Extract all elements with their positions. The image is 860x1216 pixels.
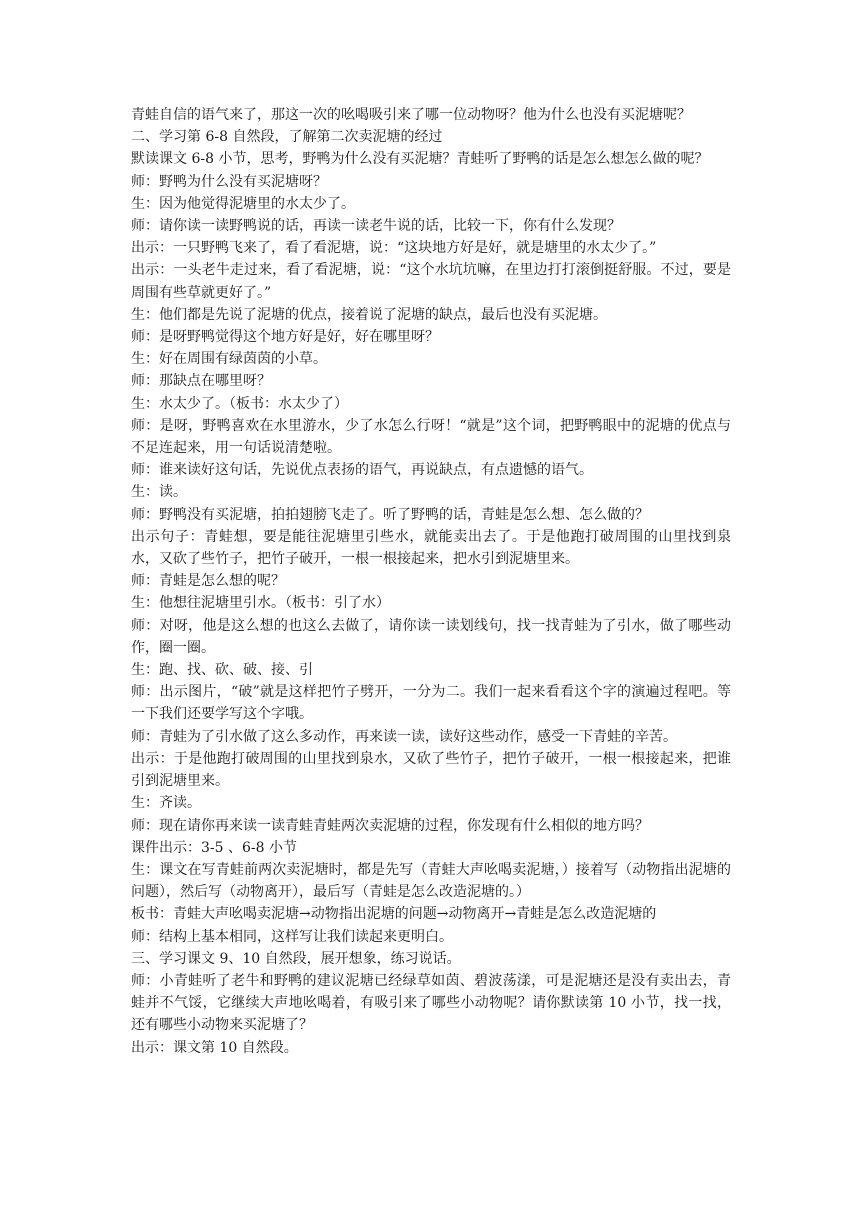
paragraph-teacher: 师：现在请你再来读一读青蛙青蛙两次卖泥塘的过程，你发现有什么相似的地方吗？ [131, 817, 649, 834]
paragraph-student: 生：他想往泥塘里引水。（板书：引了水） [131, 595, 390, 612]
paragraph-teacher: 师：野鸭没有买泥塘，拍拍翅膀飞走了。听了野鸭的话，青蛙是怎么想、怎么做的？ [131, 506, 649, 523]
paragraph-student: 生：因为他觉得泥塘里的水太少了。 [131, 195, 355, 212]
paragraph-display-sentence: 出示句子：青蛙想，要是能往泥塘里引些水，就能卖出去了。于是他跑打破周围的山里找到泉水，又砍了些竹子，把竹子破开，一根一根接起来，把水引到泥塘里来。 [131, 528, 731, 568]
paragraph-teacher: 师：那缺点在哪里呀？ [131, 373, 271, 390]
paragraph-teacher: 师：请你读一读野鸭说的话，再读一读老牛说的话，比较一下，你有什么发现？ [131, 218, 621, 235]
paragraph-teacher: 师：谁来读好这句话，先说优点表扬的语气，再说缺点，有点遗憾的语气。 [131, 462, 593, 479]
paragraph-student: 生：水太少了。（板书：水太少了） [131, 395, 348, 412]
section-heading-3: 三、学习课文 9、10 自然段，展开想象，练习说话。 [131, 950, 461, 967]
paragraph-student: 生：他们都是先说了泥塘的优点，接着说了泥塘的缺点，最后也没有买泥塘。 [131, 306, 607, 323]
paragraph-student: 生：课文在写青蛙前两次卖泥塘时，都是先写（青蛙大声吆喝卖泥塘，）接着写（动物指出泥塘的问题），然后写（动物离开），最后写（青蛙是怎么改造泥塘的。） [131, 861, 731, 901]
paragraph-blackboard: 板书：青蛙大声吆喝卖泥塘→动物指出泥塘的问题→动物离开→青蛙是怎么改造泥塘的 [131, 906, 657, 923]
paragraph-courseware: 课件出示：3-5 、6-8 小节 [131, 839, 297, 856]
paragraph-teacher: 师：是呀野鸭觉得这个地方好是好，好在哪里呀？ [131, 329, 439, 346]
paragraph-teacher: 师：青蛙是怎么想的呢？ [131, 573, 285, 590]
paragraph-teacher: 师：结构上基本相同，这样写让我们读起来更明白。 [131, 928, 453, 945]
paragraph-display: 出示：于是他跑打破周围的山里找到泉水，又砍了些竹子，把竹子破开，一根一根接起来，把谁引到泥塘里来。 [131, 750, 731, 790]
paragraph-task: 默读课文 6-8 小节，思考，野鸭为什么没有买泥塘？青蛙听了野鸭的话是怎么想怎么做的呢？ [131, 151, 709, 168]
paragraph-student: 生：齐读。 [131, 795, 201, 812]
paragraph-display: 出示：一只野鸭飞来了，看了看泥塘，说：“这块地方好是好，就是塘里的水太少了。” [131, 240, 657, 257]
paragraph-intro-question: 青蛙自信的语气来了，那这一次的吆喝吸引来了哪一位动物呀？他为什么也没有买泥塘呢？ [131, 107, 691, 123]
paragraph-teacher: 师：出示图片，“破”就是这样把竹子劈开，一分为二。我们一起来看看这个字的演遍过程吧。等一下我们还要学写这个字哦。 [131, 684, 731, 723]
paragraph-display: 出示：课文第 10 自然段。 [131, 1039, 298, 1056]
paragraph-student: 生：好在周围有绿茵茵的小草。 [131, 351, 327, 368]
paragraph-teacher: 师：小青蛙听了老牛和野鸭的建议泥塘已经绿草如茵、碧波荡漾，可是泥塘还是没有卖出去，青蛙并不气馁，它继续大声地吆喝着，有吸引来了哪些小动物呢？请你默读第 10 小节，找一找，还有哪些小动物来买泥塘了？ [131, 972, 731, 1034]
paragraph-display: 出示：一头老牛走过来，看了看泥塘，说：“这个水坑坑嘛，在里边打打滚倒挺舒服。不过，要是周围有些草就更好了。” [131, 262, 731, 301]
paragraph-teacher: 师：青蛙为了引水做了这么多动作，再来读一读，读好这些动作，感受一下青蛙的辛苦。 [131, 728, 677, 745]
paragraph-teacher: 师：是呀，野鸭喜欢在水里游水，少了水怎么行呀！“就是”这个词，把野鸭眼中的泥塘的优点与不足连起来，用一句话说清楚啦。 [131, 417, 731, 457]
document-body [131, 104, 731, 1059]
section-heading-2: 二、学习第 6-8 自然段，了解第二次卖泥塘的经过 [131, 129, 443, 146]
paragraph-teacher: 师：野鸭为什么没有买泥塘呀？ [131, 173, 327, 190]
paragraph-student: 生：跑、找、砍、破、接、引 [131, 662, 313, 679]
paragraph-teacher: 师：对呀，他是这么想的也这么去做了，请你读一读划线句，找一找青蛙为了引水，做了哪些动作，圈一圈。 [131, 617, 731, 656]
paragraph-student: 生：读。 [131, 484, 187, 501]
